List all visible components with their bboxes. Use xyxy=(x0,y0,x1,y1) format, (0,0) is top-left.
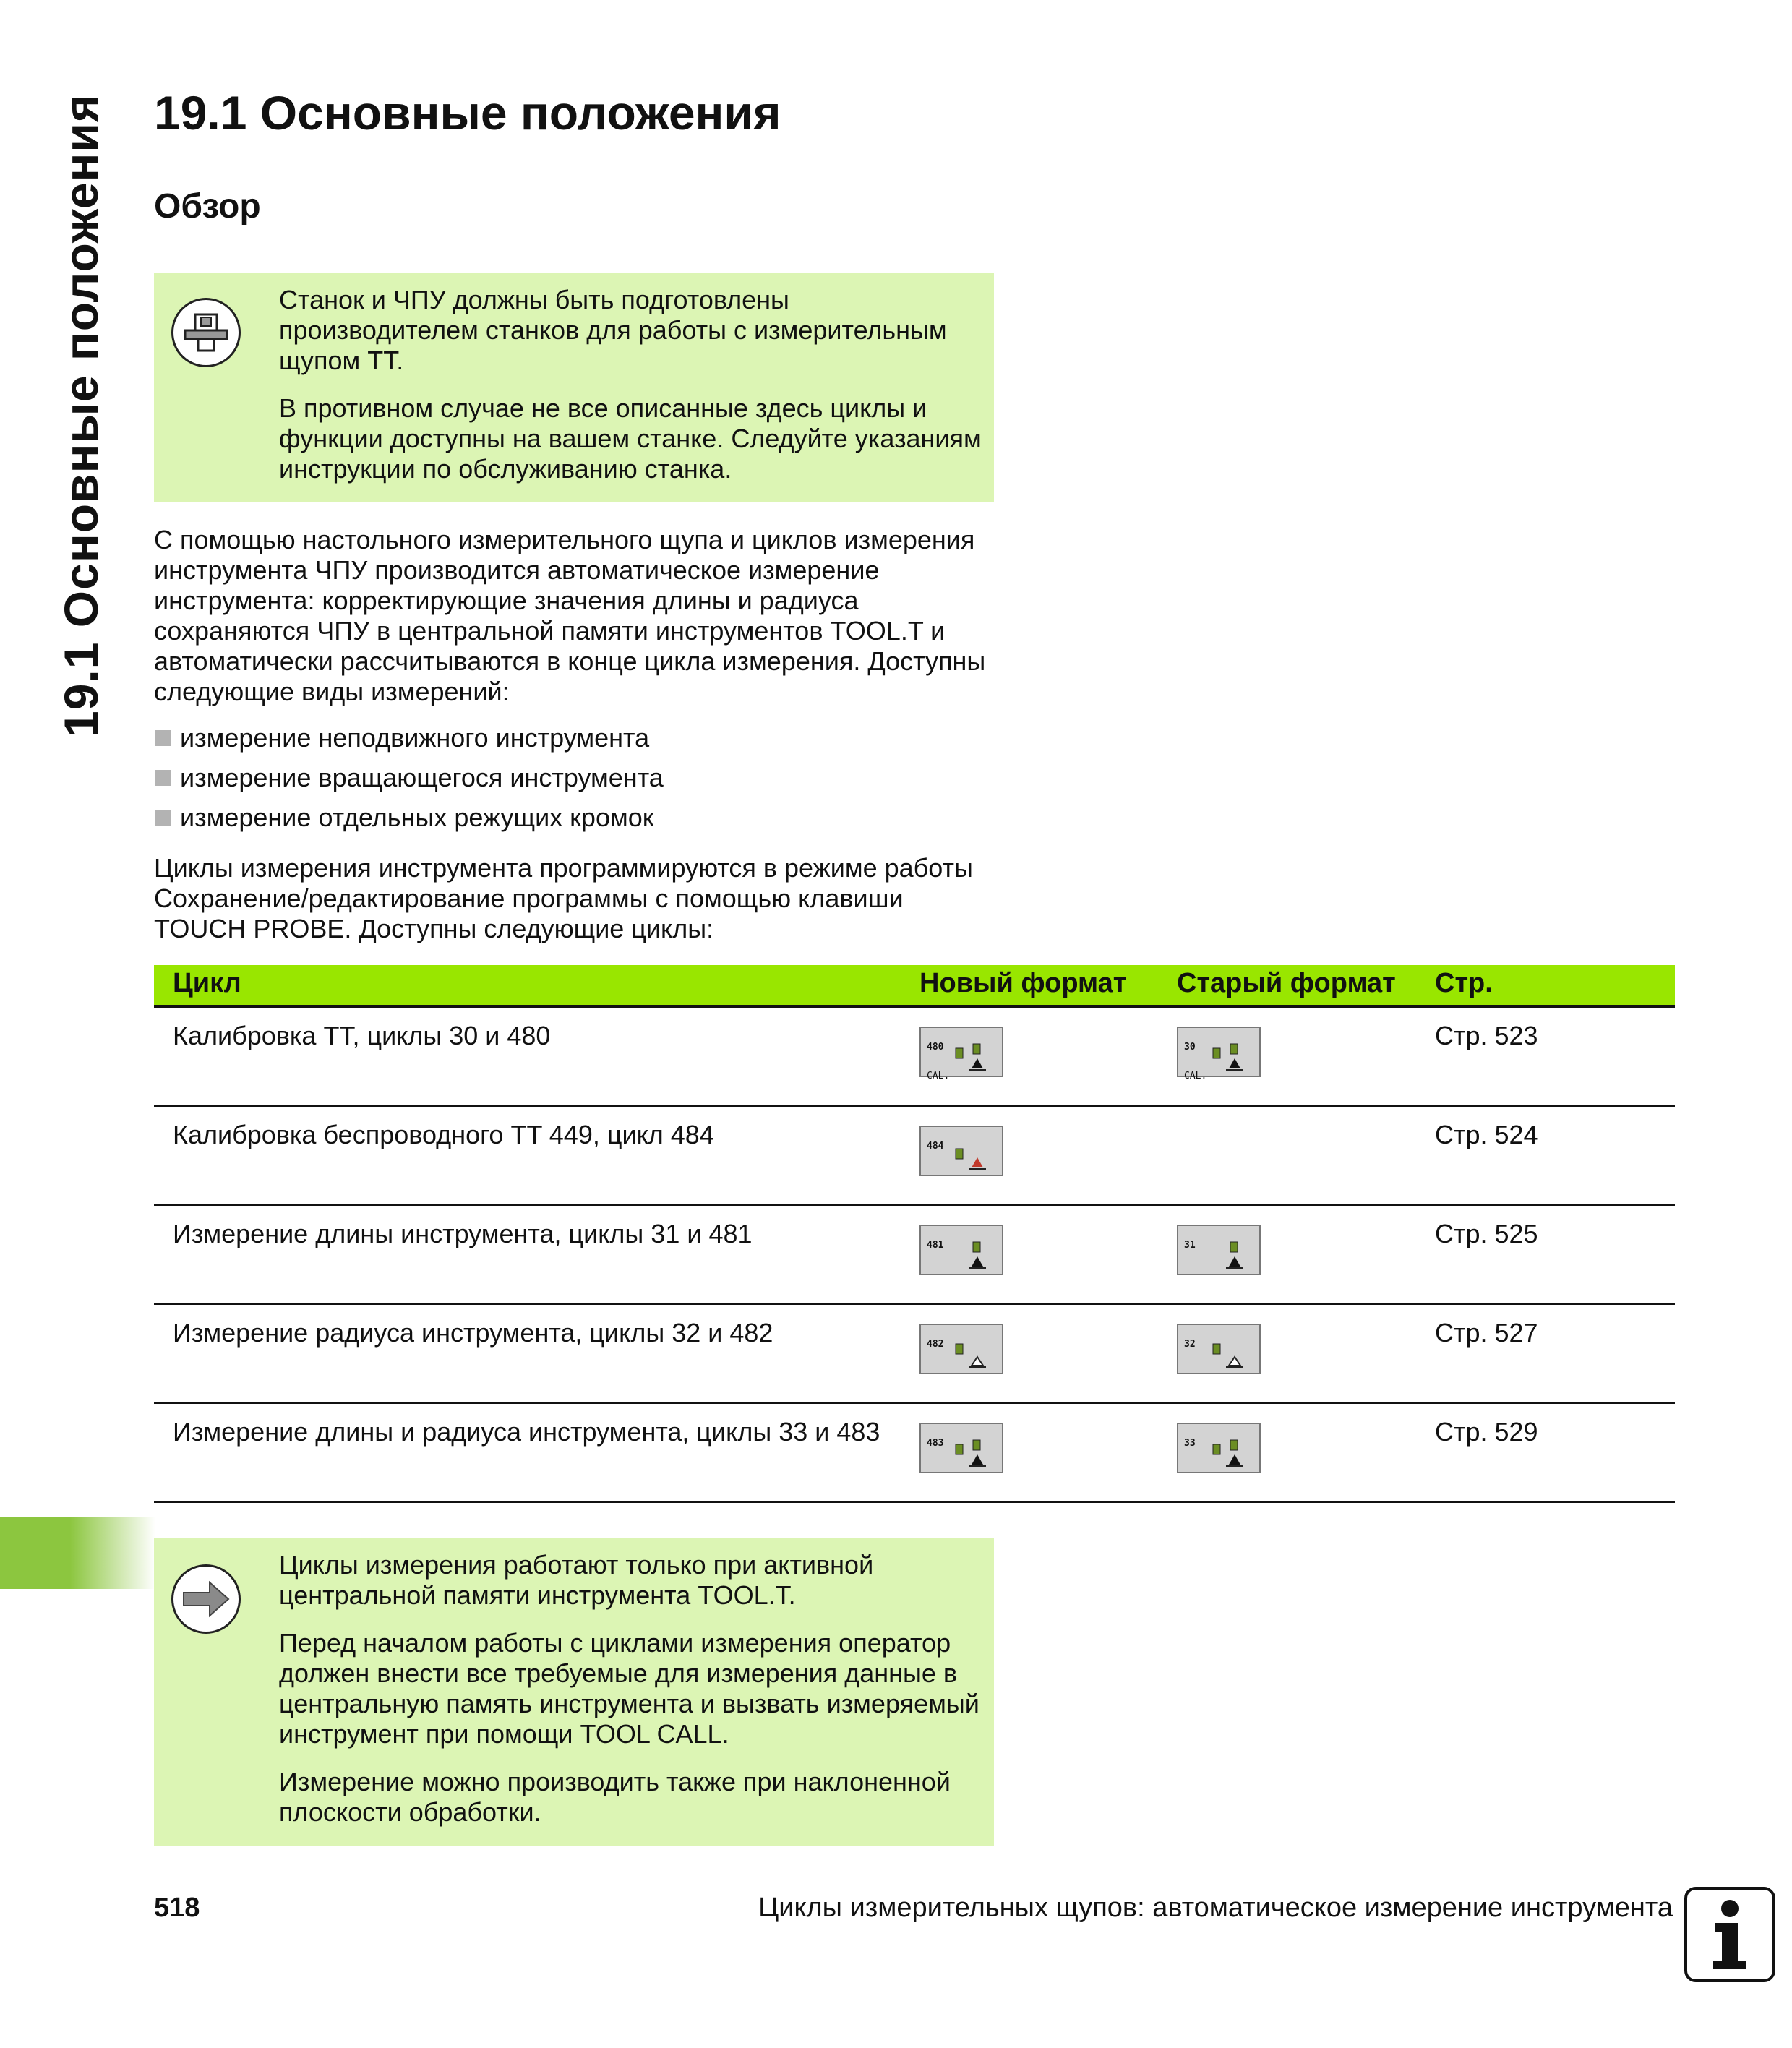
softkey-new-format[interactable]: 481 xyxy=(919,1225,1003,1275)
softkey-new-format[interactable]: 483 xyxy=(919,1423,1003,1473)
wireless-probe-icon xyxy=(953,1140,996,1172)
info-note-box xyxy=(154,1538,994,1846)
list-item: измерение отдельных режущих кромок xyxy=(154,802,664,842)
softkey-new-format[interactable]: 484 xyxy=(919,1126,1003,1176)
cycle-name: Измерение длины инструмента, циклы 31 и 481 xyxy=(173,1219,753,1248)
info-icon[interactable] xyxy=(1684,1887,1775,1982)
page-reference: Стр. 524 xyxy=(1435,1120,1538,1149)
cycles-table xyxy=(154,965,1675,1503)
side-chapter-title: 19.1 Основные положения xyxy=(54,93,108,737)
tool-radius-icon xyxy=(1210,1338,1253,1370)
list-item: измерение вращающегося инструмента xyxy=(154,763,664,802)
tool-length-radius-icon xyxy=(1210,1437,1253,1469)
softkey-new-format[interactable]: 480 CAL. xyxy=(919,1027,1003,1077)
table-row xyxy=(154,1404,1675,1503)
softkey-new-format[interactable]: 482 xyxy=(919,1324,1003,1374)
cycle-name: Калибровка TT, циклы 30 и 480 xyxy=(173,1021,551,1050)
header-cycle: Цикл xyxy=(173,968,241,998)
page-number: 518 xyxy=(154,1893,200,1923)
tool-length-radius-icon xyxy=(953,1437,996,1469)
table-row xyxy=(154,1008,1675,1107)
softkey-old-format[interactable]: 33 xyxy=(1177,1423,1261,1473)
softkey-old-format[interactable]: 30 CAL. xyxy=(1177,1027,1261,1077)
note-paragraph: Измерение можно производить также при наклоненной плоскости обработки. xyxy=(279,1767,951,1827)
page-reference: Стр. 523 xyxy=(1435,1021,1538,1050)
bullet-square-icon xyxy=(155,730,171,746)
tool-radius-icon xyxy=(953,1338,996,1370)
table-row xyxy=(154,1107,1675,1206)
page-reference: Стр. 525 xyxy=(1435,1219,1538,1248)
softkey-old-format[interactable]: 32 xyxy=(1177,1324,1261,1374)
note-paragraph: Перед началом работы с циклами измерения оператор должен внести все требуемые для измерения данные в центральную память инструмента и вызвать измеряемый инструмент при помощи TOOL CALL. xyxy=(279,1628,979,1749)
note-paragraph: Станок и ЧПУ должны быть подготовлены производителем станков для работы с измерительным щупом TT. xyxy=(279,285,947,375)
page-heading: 19.1 Основные положения xyxy=(154,86,781,140)
header-old-format: Старый формат xyxy=(1177,968,1396,998)
list-item: измерение неподвижного инструмента xyxy=(154,723,664,763)
cycle-name: Калибровка беспроводного TT 449, цикл 484 xyxy=(173,1120,714,1149)
softkey-old-format[interactable]: 31 xyxy=(1177,1225,1261,1275)
cycle-name: Измерение радиуса инструмента, циклы 32 и 482 xyxy=(173,1318,773,1348)
header-new-format: Новый формат xyxy=(919,968,1127,998)
tool-length-icon xyxy=(953,1239,996,1271)
table-row xyxy=(154,1206,1675,1305)
section-subheading: Обзор xyxy=(154,187,261,226)
tool-length-icon xyxy=(1210,1239,1253,1271)
table-row xyxy=(154,1305,1675,1404)
intro-paragraph: С помощью настольного измерительного щупа и циклов измерения инструмента ЧПУ производится автоматическое измерение инструмента: корректирующие значения длины и радиуса сохраняются ЧПУ в центральной памяти инструментов TOOL.T и автоматически рассчитываются в конце цикла измерения. Доступны следующие виды измерений: xyxy=(154,525,986,706)
touch-probe-icon xyxy=(953,1041,996,1073)
note-paragraph: В противном случае не все описанные здесь циклы и функции доступны на вашем станке. Следуйте указаниям инструкции по обслуживанию станка. xyxy=(279,393,982,484)
table-header xyxy=(154,965,1675,1008)
machine-note-box xyxy=(154,273,994,502)
machine-icon xyxy=(171,298,241,367)
header-page: Стр. xyxy=(1435,968,1493,998)
measurement-types-list xyxy=(154,723,664,842)
arrow-right-icon xyxy=(171,1564,241,1634)
bullet-square-icon xyxy=(155,770,171,786)
cycles-intro-paragraph: Циклы измерения инструмента программируются в режиме работы Сохранение/редактирование программы с помощью клавиши TOUCH PROBE. Доступны следующие циклы: xyxy=(154,853,973,943)
chapter-tab-marker xyxy=(0,1517,155,1589)
page-reference: Стр. 527 xyxy=(1435,1318,1538,1348)
touch-probe-icon xyxy=(1210,1041,1253,1073)
cycle-name: Измерение длины и радиуса инструмента, циклы 33 и 483 xyxy=(173,1417,880,1447)
page-reference: Стр. 529 xyxy=(1435,1417,1538,1447)
bullet-square-icon xyxy=(155,810,171,826)
note-paragraph: Циклы измерения работают только при активной центральной памяти инструмента TOOL.T. xyxy=(279,1550,874,1610)
footer-title: Циклы измерительных щупов: автоматическое измерение инструмента xyxy=(758,1893,1673,1923)
